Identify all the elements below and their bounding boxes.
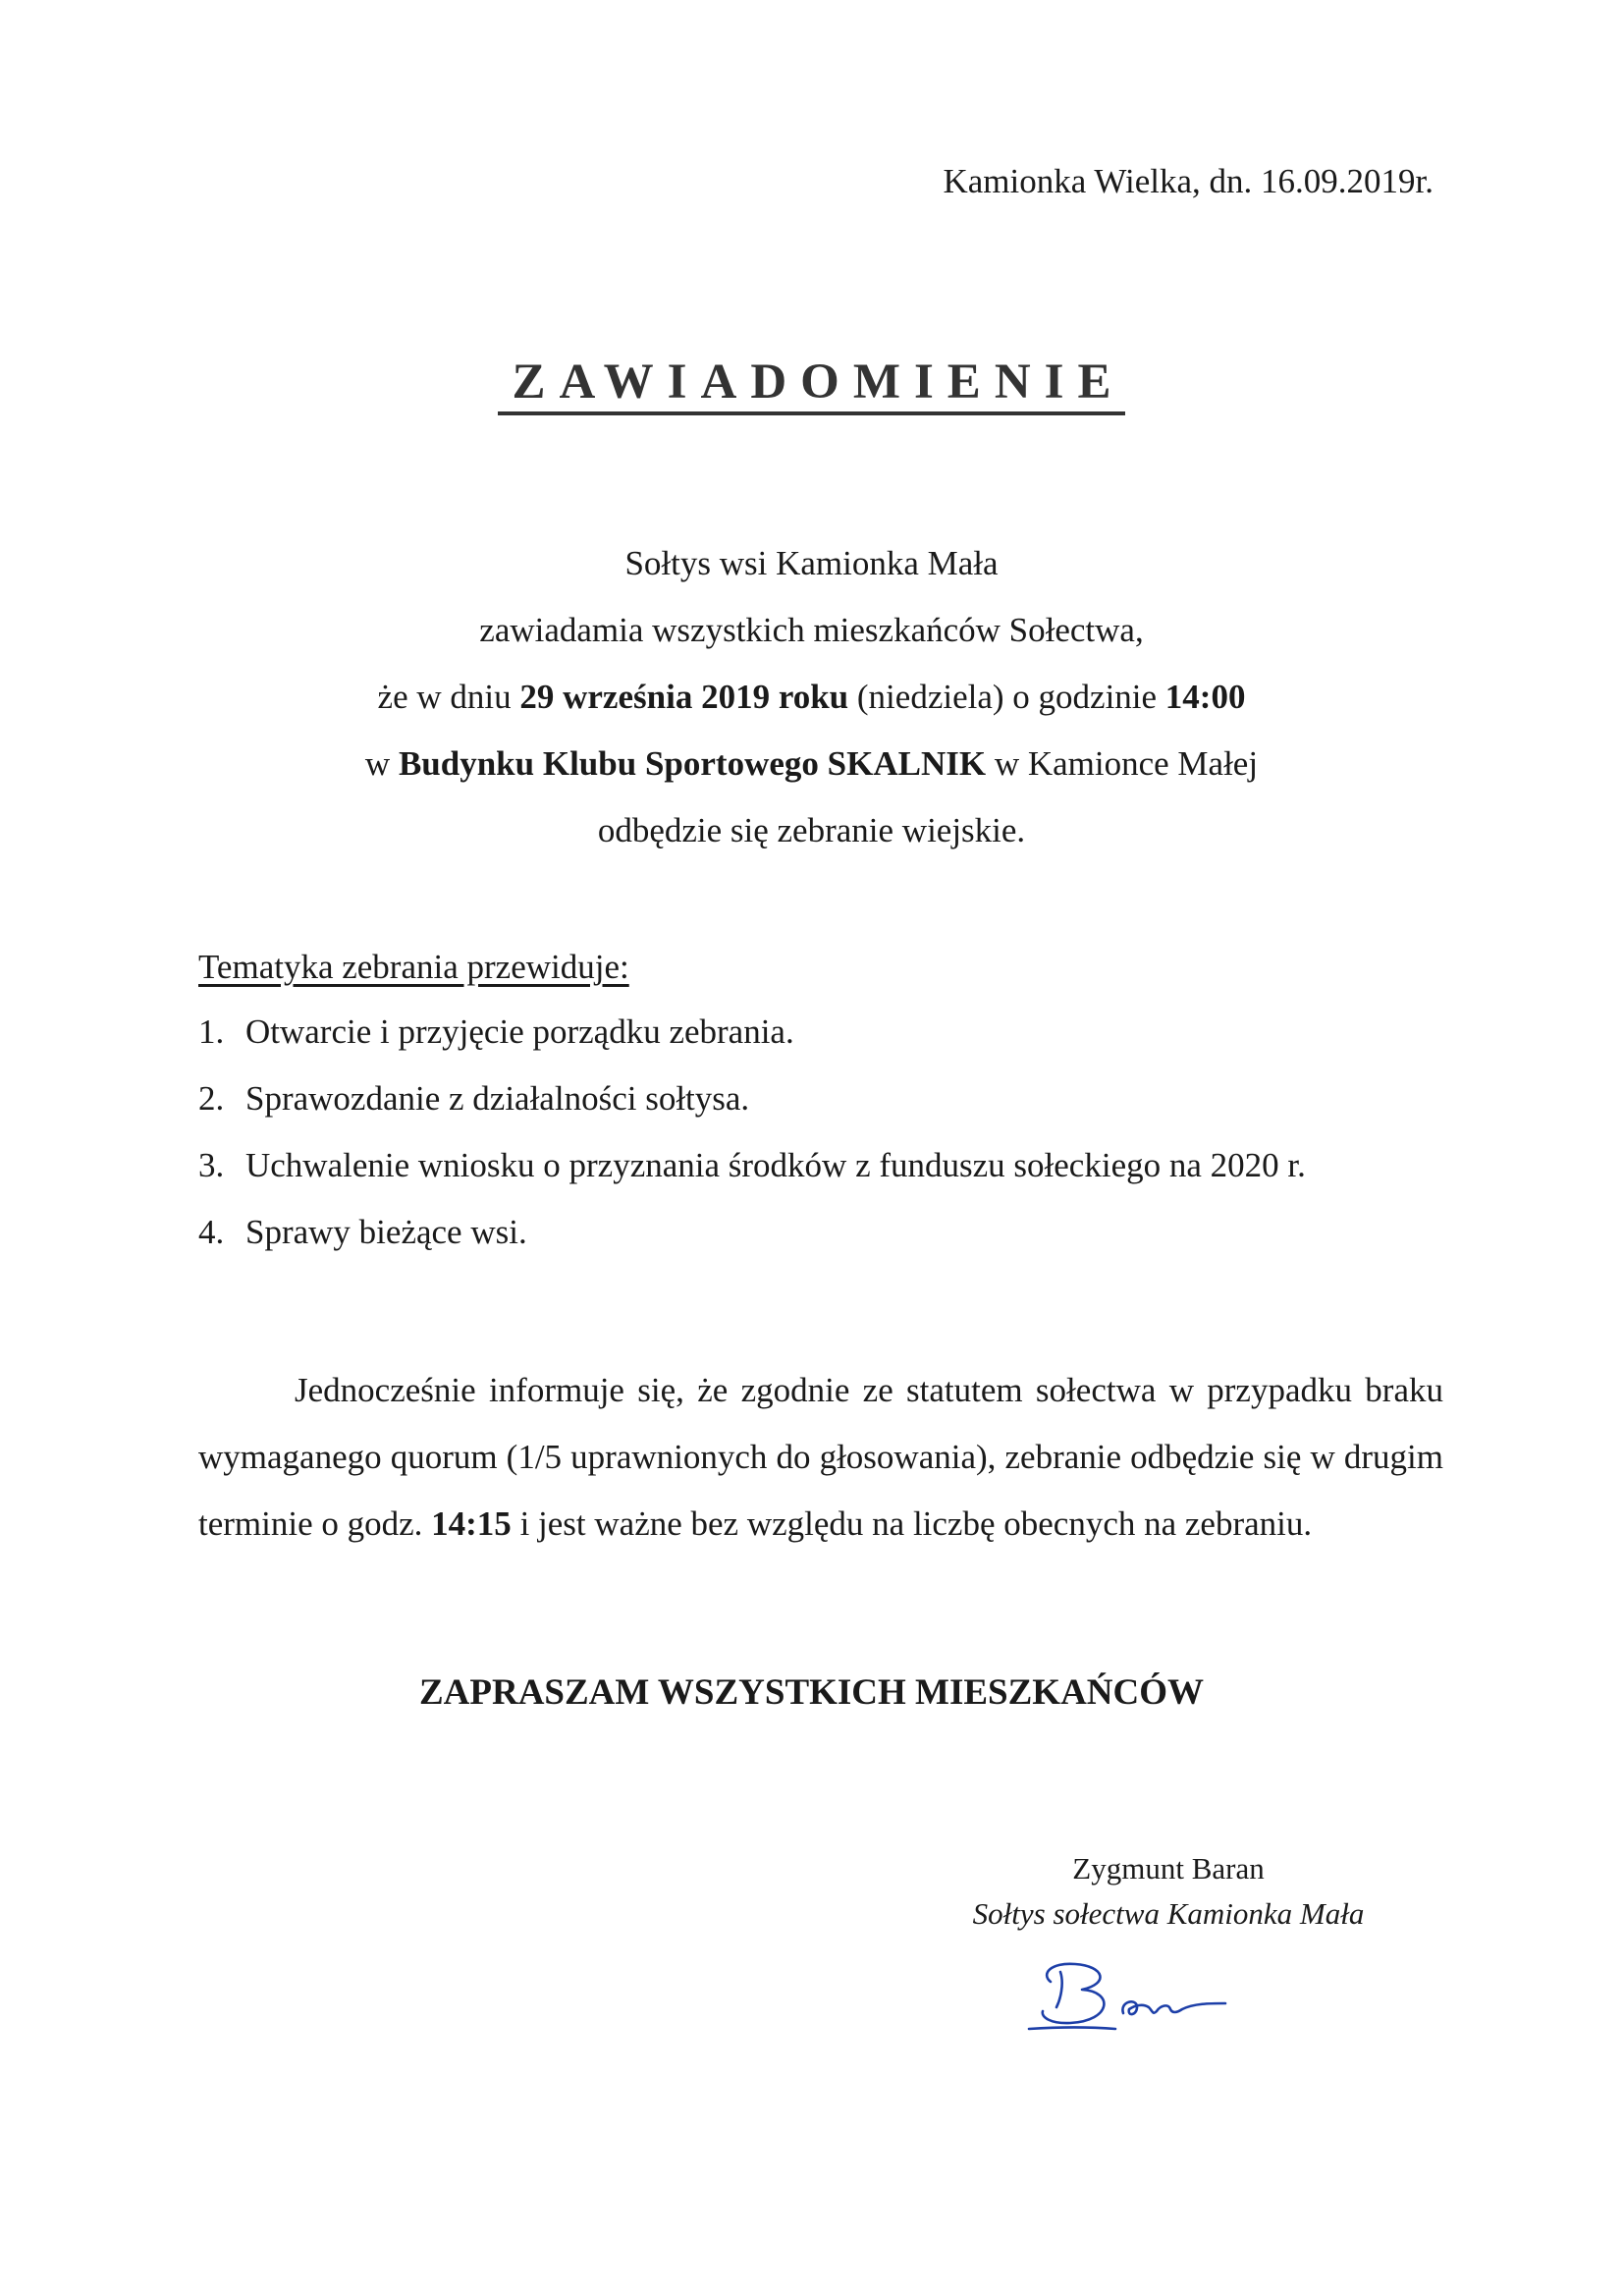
- list-item: [198, 1199, 1306, 1266]
- intro-line-2: zawiadamia wszystkich mieszkańców Sołectwa,: [479, 611, 1144, 649]
- list-item-number: 4.: [198, 1213, 225, 1251]
- intro-line-1: Sołtys wsi Kamionka Mała: [624, 544, 999, 582]
- invitation-heading: ZAPRASZAM WSZYSTKICH MIESZKAŃCÓW: [418, 1672, 1205, 1713]
- place-date: Kamionka Wielka, dn. 16.09.2019r.: [943, 162, 1434, 200]
- signer-name: Zygmunt Baran: [1072, 1851, 1265, 1886]
- intro-line-5: odbędzie się zebranie wiejskie.: [597, 811, 1026, 849]
- list-item-number: 3.: [198, 1146, 225, 1184]
- agenda-list: [198, 999, 1306, 1266]
- notice-paragraph: [198, 1357, 1443, 1558]
- list-item: [198, 1066, 1306, 1132]
- intro-block: [0, 530, 1623, 864]
- document-title-wrapper: [0, 354, 1623, 410]
- list-item-text: Sprawozdanie z działalności sołtysa.: [245, 1079, 750, 1118]
- intro-line-3: [0, 664, 1623, 731]
- intro-line-4: [0, 731, 1623, 797]
- meeting-place: Budynku Klubu Sportowego SKALNIK: [398, 744, 987, 783]
- signer-role: Sołtys sołectwa Kamionka Mała: [972, 1896, 1365, 1931]
- signer-block: [943, 1846, 1394, 1937]
- intro-line-4-b: w Kamionce Małej: [986, 744, 1259, 783]
- agenda-title: Tematyka zebrania przewiduje:: [198, 948, 629, 986]
- list-item-number: 2.: [198, 1079, 225, 1118]
- list-item: [198, 999, 1306, 1066]
- list-item: [198, 1132, 1306, 1199]
- second-term-time: 14:15: [431, 1504, 512, 1543]
- notice-text-a: Jednocześnie informuje się, że zgodnie ze statutem sołectwa w przypadku braku wymaganego quorum (1/5 uprawnionych do głosowania), zebranie odbędzie się w drugim terminie o godz.: [198, 1371, 1443, 1543]
- list-item-text: Sprawy bieżące wsi.: [245, 1213, 527, 1251]
- handwritten-signature: [1021, 1944, 1247, 2048]
- list-item-number: 1.: [198, 1012, 225, 1051]
- intro-line-3-b: (niedziela) o godzinie: [848, 678, 1165, 716]
- list-item-text: Uchwalenie wniosku o przyznania środków z funduszu sołeckiego na 2020 r.: [245, 1146, 1306, 1184]
- document-title: ZAWIADOMIENIE: [498, 355, 1124, 415]
- list-item-text: Otwarcie i przyjęcie porządku zebrania.: [245, 1012, 794, 1051]
- intro-line-3-a: że w dniu: [377, 678, 520, 716]
- intro-line-4-a: w: [364, 744, 399, 783]
- notice-text-b: i jest ważne bez względu na liczbę obecnych na zebraniu.: [511, 1504, 1313, 1543]
- meeting-date: 29 września 2019 roku: [519, 678, 849, 716]
- meeting-time: 14:00: [1164, 678, 1246, 716]
- signature-icon: [1021, 1944, 1247, 2043]
